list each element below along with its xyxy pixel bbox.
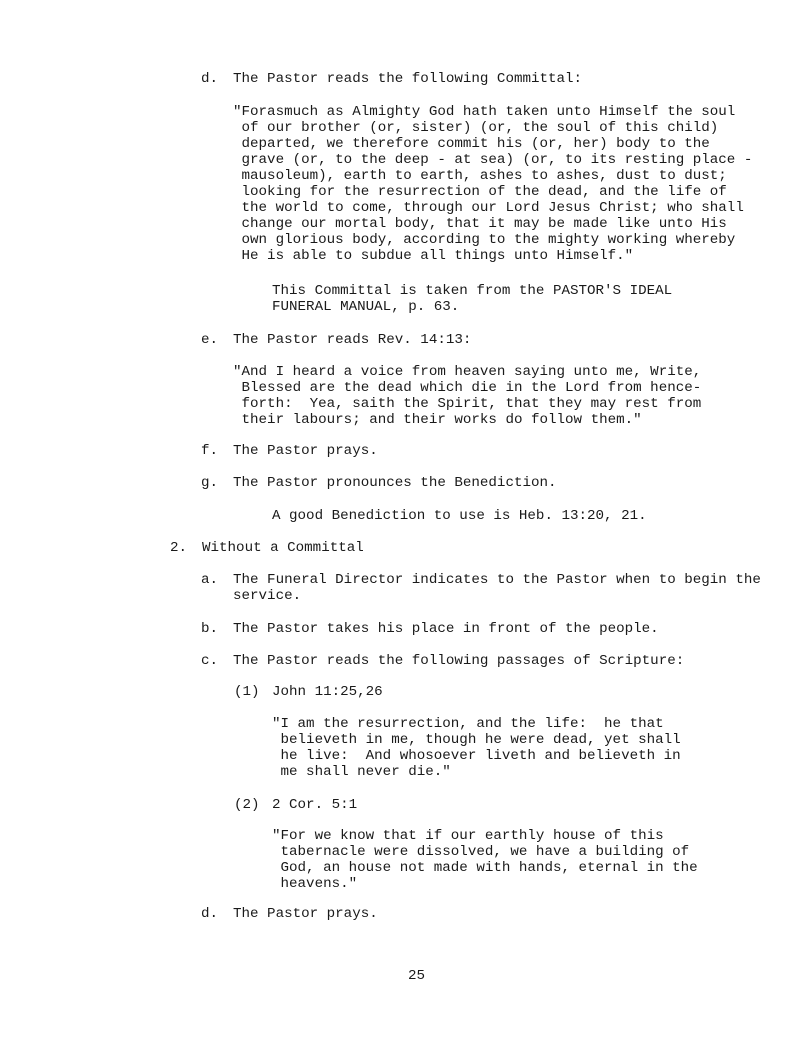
section-2-heading: Without a Committal (202, 540, 364, 556)
passage-marker-1: (1) (234, 684, 260, 700)
item-marker-f: f. (201, 443, 219, 459)
passage-marker-2: (2) (234, 797, 260, 813)
item-marker-a: a. (201, 572, 219, 588)
passage-ref-john: John 11:25,26 (272, 684, 383, 700)
item-b-text: The Pastor takes his place in front of the people. (233, 621, 659, 637)
passage-ref-corinthians: 2 Cor. 5:1 (272, 797, 358, 813)
revelation-quote: "And I heard a voice from heaven saying unto me, Write, Blessed are the dead which die in the Lord from hence- forth: Yea, saith the Spirit, that they may rest from their labours; and their works do follow them." (233, 364, 702, 428)
committal-quote: "Forasmuch as Almighty God hath taken unto Himself the soul of our brother (or, sister) (or, the soul of this child) departed, we therefore commit his (or, her) body to the grave (or, to the deep - at sea) (or, to its resting place - mausoleum), earth to earth, ashes to ashes, dust to dust; looking for the resurrection of the dead, and the life of the world to come, through our Lord Jesus Christ; who shall change our mortal body, that it may be made like unto His own glorious body, according to the mighty working whereby He is able to subdue all things unto Himself." (233, 104, 753, 264)
corinthians-quote: "For we know that if our earthly house of this tabernacle were dissolved, we have a building of God, an house not made with hands, eternal in the heavens." (272, 828, 698, 892)
page-number: 25 (408, 968, 426, 984)
item-marker-d: d. (201, 71, 219, 87)
john-quote: "I am the resurrection, and the life: he that believeth in me, though he were dead, yet shall he live: And whosoever liveth and believeth in me shall never die." (272, 716, 681, 780)
item-marker-e: e. (201, 332, 219, 348)
benediction-note: A good Benediction to use is Heb. 13:20, 21. (272, 508, 647, 524)
item-marker-d2: d. (201, 906, 219, 922)
item-d2-text: The Pastor prays. (233, 906, 378, 922)
item-f-text: The Pastor prays. (233, 443, 378, 459)
item-marker-c: c. (201, 653, 219, 669)
committal-source-note: This Committal is taken from the PASTOR'S IDEAL FUNERAL MANUAL, p. 63. (272, 283, 673, 315)
item-d-text: The Pastor reads the following Committal: (233, 71, 583, 87)
item-g-text: The Pastor pronounces the Benediction. (233, 475, 557, 491)
item-marker-b: b. (201, 621, 219, 637)
section-marker-2: 2. (170, 540, 188, 556)
item-marker-g: g. (201, 475, 219, 491)
item-e-text: The Pastor reads Rev. 14:13: (233, 332, 472, 348)
item-a-text: The Funeral Director indicates to the Pastor when to begin the service. (233, 572, 761, 604)
item-c-text: The Pastor reads the following passages of Scripture: (233, 653, 685, 669)
